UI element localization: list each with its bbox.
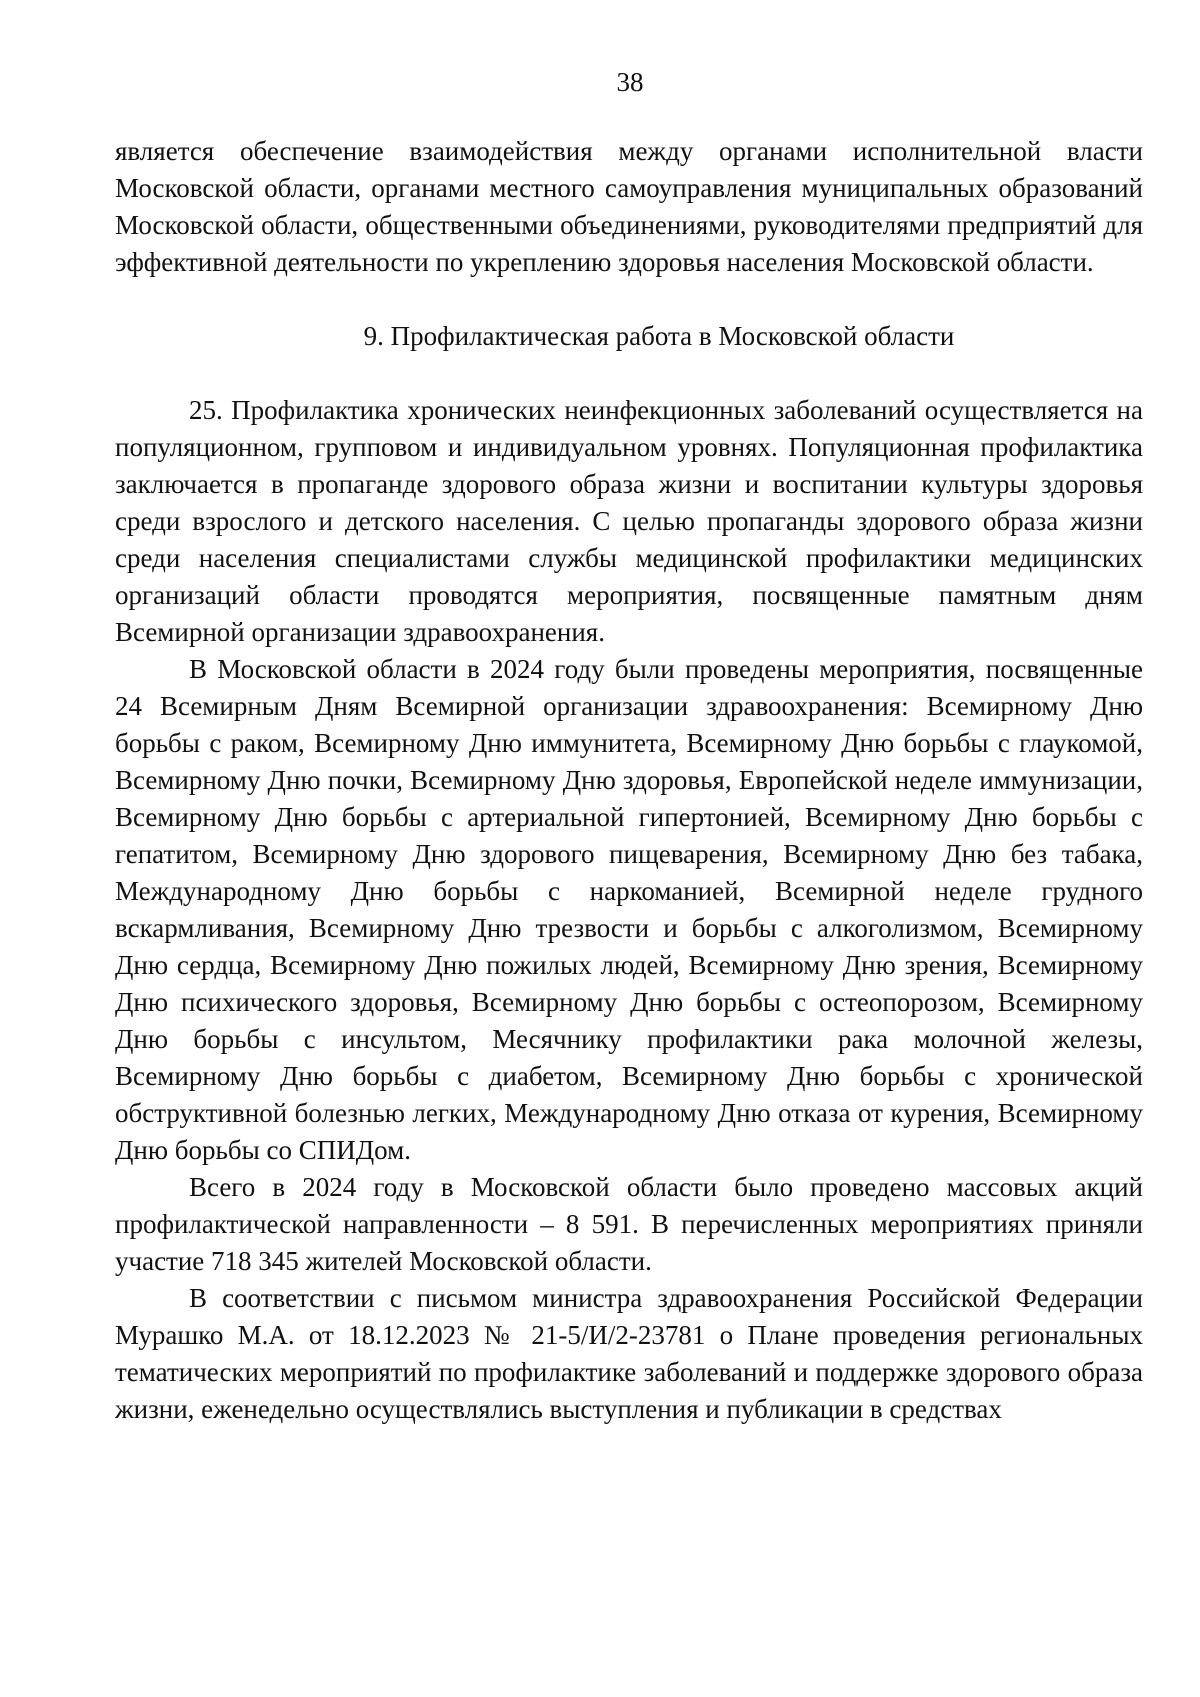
paragraph-item-25: 25. Профилактика хронических неинфекционных заболеваний осуществляется на популяционном, групповом и индивидуальном уровнях. Популяционная профилактика заключается в пропаганде здорового образа жизни и воспитании культуры здоровья среди взрослого и детского населения. С целью пропаганды здорового образа жизни среди населения специалистами службы медицинской профилактики медицинских организаций области проводятся мероприятия, посвященные памятным дням Всемирной организации здравоохранения. [115, 395, 1143, 647]
section-heading: 9. Профилактическая работа в Московской области [363, 321, 955, 351]
page-number: 38 [616, 67, 644, 97]
document-body [115, 133, 1143, 1428]
paragraph-continuation: является обеспечение взаимодействия между органами исполнительной власти Московской области, органами местного самоуправления муниципальных образований Московской области, общественными объединениями, руководителями предприятий для эффективной деятельности по укреплению здоровья населения Московской области. [115, 136, 1143, 277]
paragraph-events-list: В Московской области в 2024 году были проведены мероприятия, посвященные 24 Всемирным Дням Всемирной организации здравоохранения: Всемирному Дню борьбы с раком, Всемирному Дню иммунитета, Всемирному Дню борьбы с глаукомой, Всемирному Дню почки, Всемирному Дню здоровья, Европейской неделе иммунизации, Всемирному Дню борьбы с артериальной гипертонией, Всемирному Дню борьбы с гепатитом, Всемирному Дню здорового пищеварения, Всемирному Дню без табака, Международному Дню борьбы с наркоманией, Всемирной неделе грудного вскармливания, Всемирному Дню трезвости и борьбы с алкоголизмом, Всемирному Дню сердца, Всемирному Дню пожилых людей, Всемирному Дню зрения, Всемирному Дню психического здоровья, Всемирному Дню борьбы с остеопорозом, Всемирному Дню борьбы с инсультом, Месячнику профилактики рака молочной железы, Всемирному Дню борьбы с диабетом, Всемирному Дню борьбы с хронической обструктивной болезнью легких, Международному Дню отказа от курения, Всемирному Дню борьбы со СПИДом. [115, 654, 1143, 1165]
paragraph-mass-actions: Всего в 2024 году в Московской области было проведено массовых акций профилактической направленности – 8 591. В перечисленных мероприятиях приняли участие 718 345 жителей Московской области. [115, 1172, 1143, 1276]
paragraph-ministry-letter: В соответствии с письмом министра здравоохранения Российской Федерации Мурашко М.А. от 18.12.2023 № 21-5/И/2-23781 о Плане проведения региональных тематических мероприятий по профилактике заболеваний и поддержке здорового образа жизни, еженедельно осуществлялись выступления и публикации в средствах [115, 1283, 1143, 1424]
